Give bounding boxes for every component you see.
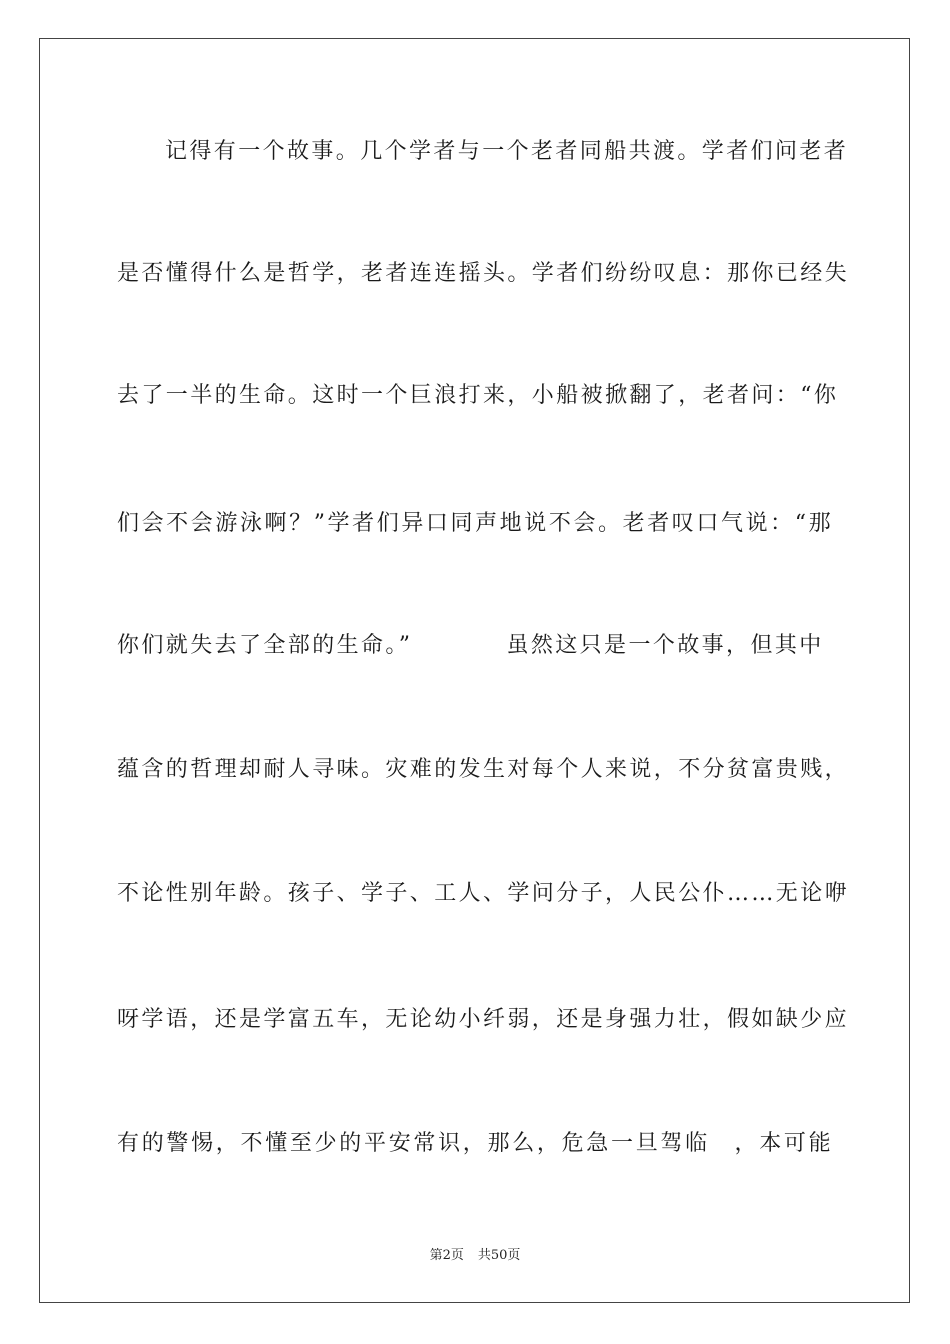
body-line-9: 有的警惕，不懂至少的平安常识，那么，危急一旦驾临 ，本可能 [117,1131,833,1156]
body-line-5-part-1: 你们就失去了全部的生命。” [117,633,413,658]
body-line-7: 不论性别年龄。孩子、学子、工人、学问分子，人民公仆……无论咿 [117,881,850,906]
body-line-3: 去了一半的生命。这时一个巨浪打来，小船被掀翻了，老者问：“你 [117,383,839,408]
body-line-2: 是否懂得什么是哲学，老者连连摇头。学者们纷纷叹息：那你已经失 [117,261,850,286]
body-line-5 [117,632,833,660]
body-line-1: 记得有一个故事。几个学者与一个老者同船共渡。学者们问老者 [165,139,849,164]
body-line-6: 蕴含的哲理却耐人寻味。灾难的发生对每个人来说，不分贫富贵贱， [117,757,850,782]
page-footer [0,1248,950,1264]
total-pages: 共50页 [477,1248,521,1263]
page-number: 第2页 [429,1248,464,1263]
body-line-4: 们会不会游泳啊？”学者们异口同声地说不会。老者叹口气说：“那 [117,511,833,536]
page-border [39,38,910,1303]
body-line-5-part-2: 虽然这只是一个故事，但其中 [506,633,824,658]
body-line-8: 呀学语，还是学富五车，无论幼小纤弱，还是身强力壮，假如缺少应 [117,1007,850,1032]
